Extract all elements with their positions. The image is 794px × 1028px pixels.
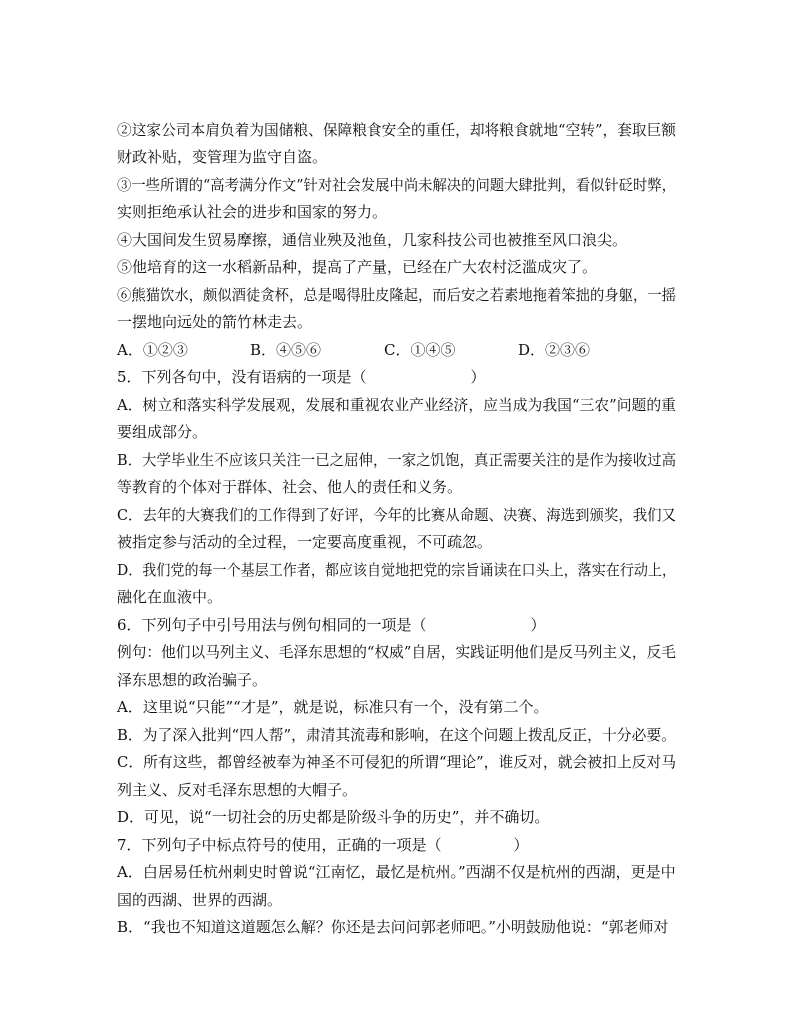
q4-option-d: D．②③⑥: [518, 341, 591, 359]
q4-item-6-line-1: ⑥熊猫饮水，颇似酒徒贪杯，总是喝得肚皮隆起，而后安之若素地拖着笨拙的身躯，一摇: [117, 286, 676, 304]
q6-option-b: B．为了深入批判“四人帮”，肃清其流毒和影响，在这个问题上拨乱反正，十分必要。: [117, 726, 676, 744]
q4-option-b: B．④⑤⑥: [250, 341, 322, 359]
q4-option-a: A．①②③: [117, 341, 188, 359]
q6-stem-close: ）: [530, 616, 546, 634]
q7-stem-text: 7．下列句子中标点符号的使用，正确的一项是（: [117, 836, 442, 854]
q5-option-c-line-1: C．去年的大赛我们的工作得到了好评，今年的比赛从命题、决赛、海选到颁奖，我们又: [117, 506, 676, 524]
q4-item-2-line-1: ②这家公司本肩负着为国储粮、保障粮食安全的重任，却将粮食就地“空转”，套取巨额: [117, 121, 676, 139]
q5-option-a-line-2: 要组成部分。: [117, 423, 208, 441]
q6-stem: [117, 615, 546, 635]
q4-item-3-line-1: ③一些所谓的“高考满分作文”针对社会发展中尚未解决的问题大肆批判，看似针砭时弊，: [117, 176, 676, 194]
q4-option-c: C．①④⑤: [384, 341, 456, 359]
q7-option-a-line-2: 国的西湖、世界的西湖。: [117, 891, 283, 909]
q5-option-d-line-1: D．我们党的每一个基层工作者，都应该自觉地把党的宗旨诵读在口头上，落实在行动上，: [117, 561, 676, 579]
q4-item-2-line-2: 财政补贴，变管理为监守自盗。: [117, 148, 328, 166]
q5-stem-close: ）: [470, 368, 486, 386]
q5-option-b-line-1: B．大学毕业生不应该只关注一已之屈伸，一家之饥饱，真正需要关注的是作为接收过高: [117, 451, 676, 469]
q6-option-c-line-2: 列主义、反对毛泽东思想的大帽子。: [117, 781, 358, 799]
q7-option-a-line-1: A．白居易任杭州刺史时曾说“江南忆，最忆是杭州。”西湖不仅是杭州的西湖，更是中: [117, 863, 676, 881]
q5-stem: [117, 367, 486, 387]
q5-option-d-line-2: 融化在血液中。: [117, 588, 223, 606]
q4-item-4: ④大国间发生贸易摩擦，通信业殃及池鱼，几家科技公司也被推至风口浪尖。: [117, 231, 628, 249]
q6-example-line-1: 例句：他们以马列主义、毛泽东思想的“权威”自居，实践证明他们是反马列主义，反毛: [117, 643, 676, 661]
q7-option-b-line-1: B．“我也不知道这道题怎么解？你还是去问问郭老师吧。”小明鼓励他说：“郭老师对: [117, 918, 669, 936]
q7-stem: [117, 835, 529, 855]
q6-example-line-2: 泽东思想的政治骗子。: [117, 671, 268, 689]
q6-stem-text: 6．下列句子中引号用法与例句相同的一项是（: [117, 616, 427, 634]
q5-option-b-line-2: 等教育的个体对于群体、社会、他人的责任和义务。: [117, 478, 463, 496]
q4-item-6-line-2: 一摆地向远处的箭竹林走去。: [117, 313, 313, 331]
q5-option-c-line-2: 被指定参与活动的全过程，一定要高度重视，不可疏忽。: [117, 533, 493, 551]
q5-option-a-line-1: A．树立和落实科学发展观，发展和重视农业产业经济，应当成为我国“三农”问题的重: [117, 396, 676, 414]
q4-item-5: ⑤他培育的这一水稻新品种，提高了产量，已经在广大农村泛滥成灾了。: [117, 258, 598, 276]
q7-stem-close: ）: [513, 836, 529, 854]
q5-stem-text: 5．下列各句中，没有语病的一项是（: [117, 368, 367, 386]
q6-option-a: A．这里说“只能”“才是”，就是说，标准只有一个，没有第二个。: [117, 698, 549, 716]
q6-option-c-line-1: C．所有这些，都曾经被奉为神圣不可侵犯的所谓“理论”，谁反对，就会被扣上反对马: [117, 753, 676, 771]
q6-option-d: D．可见，说“一切社会的历史都是阶级斗争的历史”，并不确切。: [117, 808, 550, 826]
q4-item-3-line-2: 实则拒绝承认社会的进步和国家的努力。: [117, 203, 388, 221]
